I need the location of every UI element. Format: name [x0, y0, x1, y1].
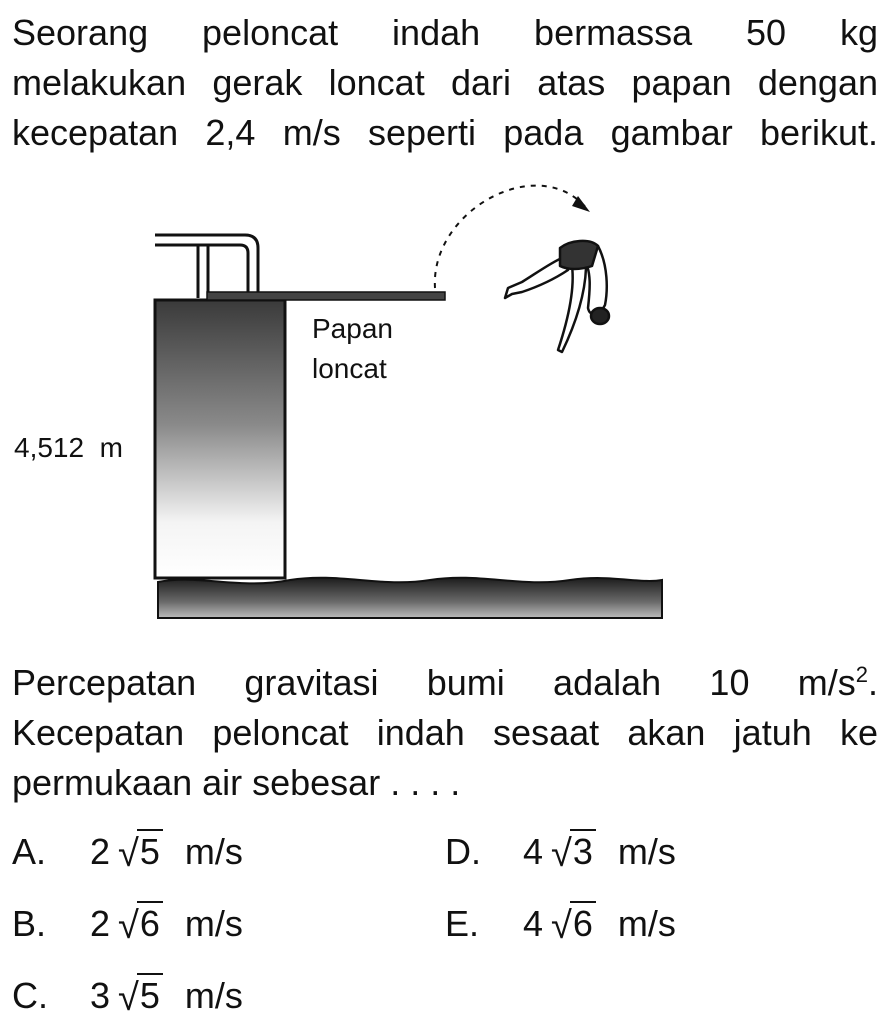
sqrt-symbol: √6: [118, 902, 163, 946]
option-d[interactable]: [445, 830, 676, 874]
height-label: 4,512 m: [14, 432, 123, 463]
option-radicand: 5: [137, 829, 163, 872]
sqrt-symbol: √5: [118, 830, 163, 874]
intro-line-3: kecepatan 2,4 m/s seperti pada gambar berikut.: [12, 112, 878, 153]
question-line-1-period: .: [867, 662, 878, 703]
question-line-2: Kecepatan peloncat indah sesaat akan jatuh ke: [12, 712, 878, 753]
sqrt-symbol: √5: [118, 974, 163, 1018]
board-label-line-1: Papan: [312, 313, 393, 344]
option-coefficient: 4: [523, 831, 544, 872]
option-coefficient: 4: [523, 903, 544, 944]
option-radicand: 6: [570, 901, 596, 944]
option-e[interactable]: [445, 902, 676, 946]
option-letter: E.: [445, 903, 480, 944]
option-c[interactable]: [12, 974, 243, 1018]
option-letter: D.: [445, 831, 481, 872]
diving-board: [207, 292, 445, 300]
option-unit: m/s: [184, 831, 243, 872]
diving-figure: [0, 170, 890, 630]
sqrt-symbol: √3: [551, 830, 596, 874]
option-coefficient: 3: [90, 975, 111, 1016]
intro-paragraph: [12, 8, 878, 158]
option-unit: m/s: [184, 975, 243, 1016]
option-letter: C.: [12, 975, 48, 1016]
board-label-line-2: loncat: [312, 353, 387, 384]
option-b[interactable]: [12, 902, 243, 946]
option-letter: A.: [12, 831, 47, 872]
railing: [155, 235, 258, 298]
option-unit: m/s: [184, 903, 243, 944]
sqrt-symbol: √6: [551, 902, 596, 946]
option-unit: m/s: [617, 831, 676, 872]
question-line-1: [12, 658, 878, 708]
option-unit: m/s: [617, 903, 676, 944]
tower: [155, 300, 285, 578]
option-letter: B.: [12, 903, 47, 944]
intro-line-2: melakukan gerak loncat dari atas papan dengan: [12, 62, 878, 103]
option-radicand: 5: [137, 973, 163, 1016]
question-line-1-text: Percepatan gravitasi bumi adalah 10 m/s: [12, 662, 856, 703]
option-radicand: 3: [570, 829, 596, 872]
diver: [505, 241, 609, 352]
question-paragraph: [12, 658, 878, 808]
question-line-3: permukaan air sebesar . . . .: [12, 762, 461, 803]
intro-line-1: Seorang peloncat indah bermassa 50 kg: [12, 12, 878, 53]
option-coefficient: 2: [90, 831, 111, 872]
option-radicand: 6: [137, 901, 163, 944]
option-a[interactable]: [12, 830, 243, 874]
option-coefficient: 2: [90, 903, 111, 944]
exponent: 2: [855, 662, 868, 687]
water-surface: [158, 578, 662, 618]
